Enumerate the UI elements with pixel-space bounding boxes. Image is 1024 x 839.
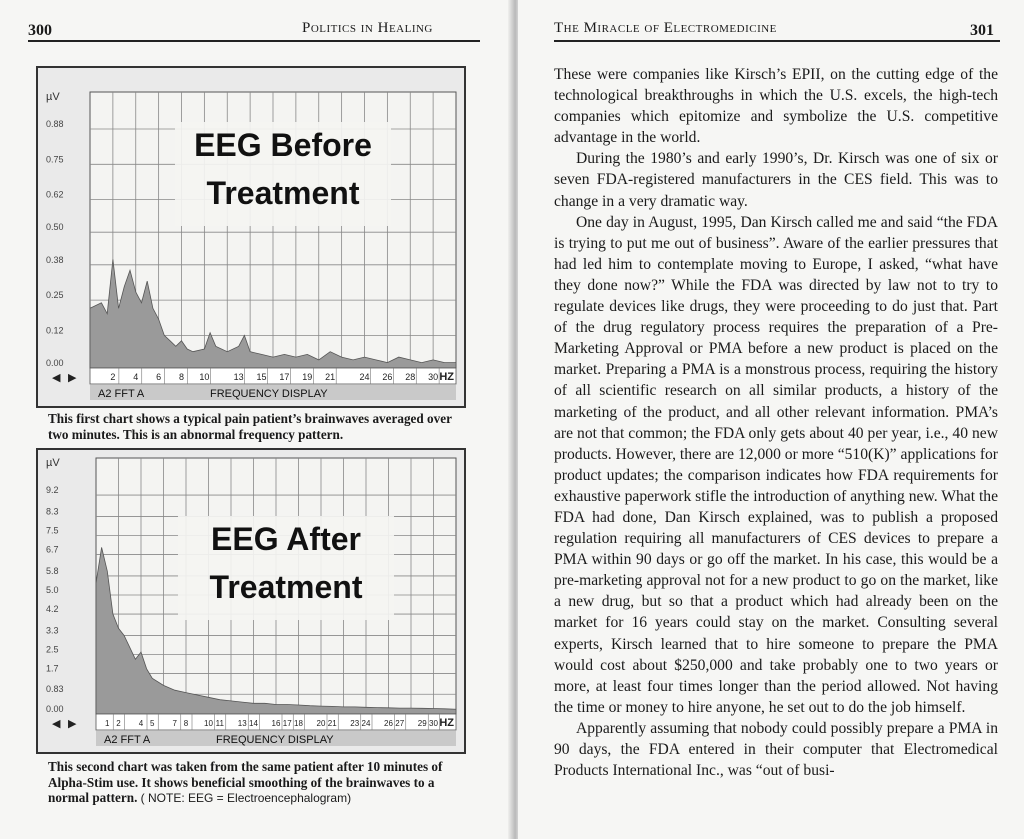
- x-tick-label: 16: [271, 719, 281, 728]
- y-tick-label: 9.2: [46, 485, 59, 496]
- x-tick-label: 5: [150, 719, 155, 728]
- x-tick-label: 20: [316, 719, 326, 728]
- y-tick-label: 3.3: [46, 625, 59, 636]
- y-tick-label: 1.7: [46, 663, 59, 674]
- running-head: Politics in Healing: [302, 20, 433, 36]
- chart2-caption: [48, 759, 476, 807]
- paragraph: One day in August, 1995, Dan Kirsch called me and said “the FDA is trying to put me out of business”. Aware of the earlier pressures that had led him to contemplate moving to Europe, I asked, “what have they done now?” While the FDA was directed by law not to try to regulate devices like drugs, they were proceeding to do just that. Part of the drug regulatory process requires the preparation of a Pre-Marketing Approval or PMA before a new product is placed on the market. Preparing a PMA is a monstrous process, requiring the history of all scientific research on all similar products, a history of the marketing of the product, and all other relevant information. PMA’s are not that common; the FDA only gets about 40 per year, i.e., 40 new products. However, there are 12,000 or more “510(K)” applications for product updates; the comparison indicates how FDA requirements for exhaustive paperwork stifle the introduction of anything new. What the FDA had done, Dan Kirsch explained, was to publish a proposed regulation requiring all manufacturers of CES devices to prepare a PMA within 90 days or go off the market. In his case, this would be a pre-marketing approval not for a new product to go on the market, like a new drug, but so that a product which had already been on the market for 16 years could stay on the market. Consulting several experts, Kirsch learned that to hire someone to prepare the PMA would cost about $250,000 and take probably one to two years or more, at least four times longer than the period allowed. Not having the time or money to hire anyone, he set out to do the job himself.: [554, 213, 998, 716]
- overlay-title-line2: Treatment: [206, 175, 360, 211]
- x-tick-label: 6: [156, 372, 162, 382]
- x-tick-label: 19: [302, 372, 313, 382]
- paragraph: During the 1980’s and early 1990’s, Dr. Kirsch was one of six or seven FDA-registered manufacturers in the CES field. This was to change in a very dramatic way.: [554, 150, 998, 210]
- paragraph: Apparently assuming that nobody could possibly prepare a PMA in 90 days, the FDA entered in their computer that Electromedical Products International Inc., was “out of busi-: [554, 719, 998, 780]
- x-tick-label: 2: [116, 719, 121, 728]
- footer-channel-label: A2 FFT A: [104, 734, 151, 746]
- x-tick-label: 4: [133, 372, 139, 382]
- eeg-after-chart: [36, 448, 466, 754]
- header-rule: [554, 40, 1000, 42]
- x-tick-label: 7: [172, 719, 177, 728]
- y-tick-label: 0.88: [46, 119, 64, 130]
- x-tick-label: 11: [215, 719, 224, 728]
- y-tick-label: 0.83: [46, 684, 64, 695]
- y-tick-label: 8.3: [46, 506, 59, 517]
- y-tick-label: 0.50: [46, 222, 64, 233]
- eeg-after-plot: [38, 450, 464, 752]
- x-tick-label: 27: [395, 719, 405, 728]
- page-number: 300: [28, 22, 52, 39]
- overlay-title-line2: Treatment: [209, 569, 363, 605]
- y-tick-label: 0.25: [46, 290, 64, 301]
- x-tick-label: 30: [429, 719, 438, 728]
- chart2-caption-text: This second chart was taken from the same patient after 10 minutes of Alpha-Stim use. It shows beneficial smoothing of the brainwaves to a normal pattern.: [48, 759, 443, 805]
- x-tick-label: 28: [405, 372, 416, 382]
- y-axis-unit: µV: [46, 457, 60, 469]
- x-axis-band: [90, 368, 456, 384]
- chart1-caption: This first chart shows a typical pain patient’s brainwaves averaged over two minutes. This is an abnormal frequency pattern.: [48, 411, 452, 442]
- x-tick-label: 29: [417, 719, 427, 728]
- eeg-before-plot: [38, 68, 464, 406]
- y-axis-unit: µV: [46, 91, 60, 103]
- scroll-left-icon: ◀: [52, 717, 61, 730]
- scroll-right-icon: ▶: [68, 717, 77, 730]
- x-tick-label: 26: [382, 372, 393, 382]
- y-tick-label: 4.2: [46, 604, 59, 615]
- x-tick-label: 17: [279, 372, 290, 382]
- y-tick-label: 5.0: [46, 585, 59, 595]
- header-rule: [28, 40, 480, 42]
- x-tick-label: 10: [199, 372, 210, 382]
- x-tick-label: 24: [359, 372, 370, 382]
- x-tick-label: 10: [204, 719, 213, 728]
- x-tick-label: 13: [237, 719, 247, 728]
- body-text: [554, 64, 998, 781]
- y-tick-label: 2.5: [46, 644, 59, 655]
- eeg-before-chart: [36, 66, 466, 408]
- x-tick-label: 13: [233, 372, 244, 382]
- x-tick-label: 30: [428, 372, 439, 382]
- overlay-title-line1: EEG Before: [194, 127, 372, 163]
- x-tick-label: 2: [110, 372, 116, 382]
- footer-display-label: FREQUENCY DISPLAY: [216, 734, 334, 746]
- y-tick-label: 6.7: [46, 544, 59, 555]
- y-tick-label: 0.38: [46, 254, 64, 265]
- x-tick-label: 8: [183, 719, 189, 728]
- x-tick-label: 23: [350, 719, 360, 728]
- scroll-left-icon: ◀: [52, 371, 61, 384]
- y-tick-label: 0.62: [46, 189, 64, 200]
- x-unit-label: HZ: [439, 717, 454, 729]
- x-unit-label: HZ: [439, 371, 454, 383]
- x-tick-label: 18: [294, 719, 303, 728]
- x-tick-label: 15: [256, 372, 267, 382]
- right-page: [518, 0, 1024, 839]
- x-tick-label: 14: [249, 719, 258, 728]
- page-number: 301: [970, 22, 994, 39]
- x-tick-label: 17: [282, 719, 292, 728]
- x-tick-label: 21: [327, 719, 337, 728]
- paragraph: These were companies like Kirsch’s EPII, on the cutting edge of the technological breakthroughs in which the U.S. excels, the high-tech companies which epitomize and symbolize the U.S. competitive advantage in the world.: [554, 66, 998, 147]
- y-tick-label: 7.5: [46, 525, 59, 536]
- x-tick-label: 8: [178, 372, 185, 382]
- x-tick-label: 24: [361, 719, 371, 728]
- x-tick-label: 26: [384, 719, 393, 728]
- x-tick-label: 4: [138, 719, 144, 728]
- footer-channel-label: A2 FFT A: [98, 388, 145, 400]
- scroll-right-icon: ▶: [68, 371, 77, 384]
- x-tick-label: 1: [105, 719, 110, 728]
- footer-display-label: FREQUENCY DISPLAY: [210, 388, 328, 400]
- y-tick-label: 0.00: [46, 704, 64, 714]
- overlay-title-line1: EEG After: [211, 521, 361, 557]
- y-tick-label: 0.12: [46, 325, 64, 336]
- running-head: The Miracle of Electromedicine: [554, 20, 777, 36]
- y-tick-label: 5.8: [46, 565, 59, 576]
- x-tick-label: 21: [325, 372, 336, 382]
- y-tick-label: 0.75: [46, 154, 64, 165]
- chart2-note: ( NOTE: EEG = Electroencephalogram): [140, 791, 352, 805]
- y-tick-label: 0.00: [46, 358, 64, 368]
